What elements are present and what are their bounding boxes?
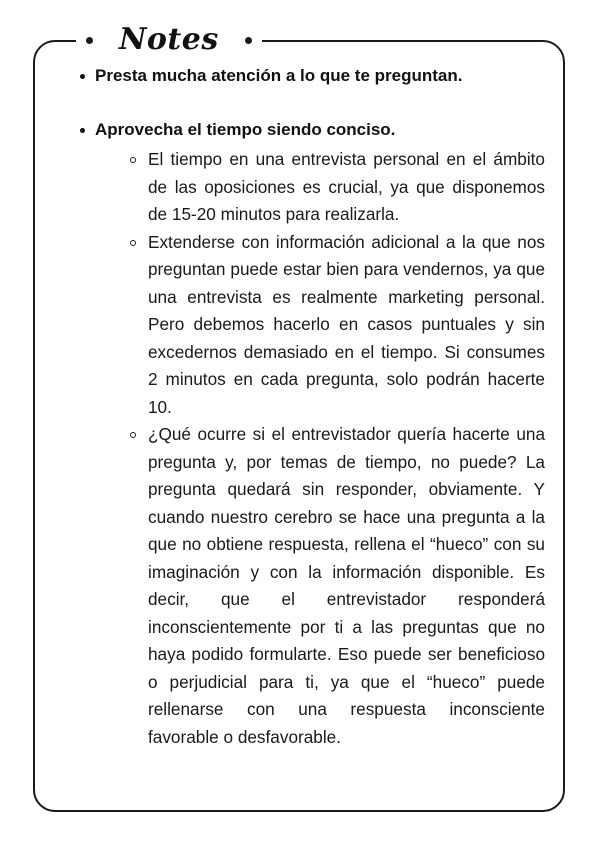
bullet-list — [75, 62, 545, 751]
bullet-text: Aprovecha el tiempo siendo conciso. — [95, 120, 396, 139]
right-dot-icon — [245, 37, 252, 44]
bullet-item-attention — [75, 62, 545, 89]
bullet-item-time — [75, 116, 545, 751]
sub-bullet-list — [95, 146, 545, 751]
sub-bullet-item: ¿Qué ocurre si el entrevistador quería hacerte una pregunta y, por temas de tiempo, no puede? La pregunta quedará sin responder, obviamente. Y cuando nuestro cerebro se hace una pregunta a la que no obtiene respuesta, rellena el “hueco” con su imaginación y con la información disponible. Es decir, que el entrevistador responderá inconscientemente por ti a las preguntas que no haya podido formularte. Eso puede ser beneficioso o perjudicial para ti, ya que el “hueco” puede rellenarse con una respuesta inconsciente favorable o desfavorable. — [129, 421, 545, 751]
notes-content — [75, 62, 545, 751]
sub-bullet-item: El tiempo en una entrevista personal en el ámbito de las oposiciones es crucial, ya que disponemos de 15-20 minutos para realizarla. — [129, 146, 545, 229]
left-dot-icon — [86, 37, 93, 44]
notes-title: Notes — [119, 22, 219, 57]
bullet-text: Presta mucha atención a lo que te preguntan. — [95, 66, 463, 85]
sub-bullet-item: Extenderse con información adicional a la que nos preguntan puede estar bien para vendernos, ya que una entrevista es realmente marketing personal. Pero debemos hacerlo en casos puntuales y sin excedernos demasiado en el tiempo. Si consumes 2 minutos en cada pregunta, solo podrán hacerte 10. — [129, 229, 545, 422]
notes-header — [76, 20, 262, 60]
